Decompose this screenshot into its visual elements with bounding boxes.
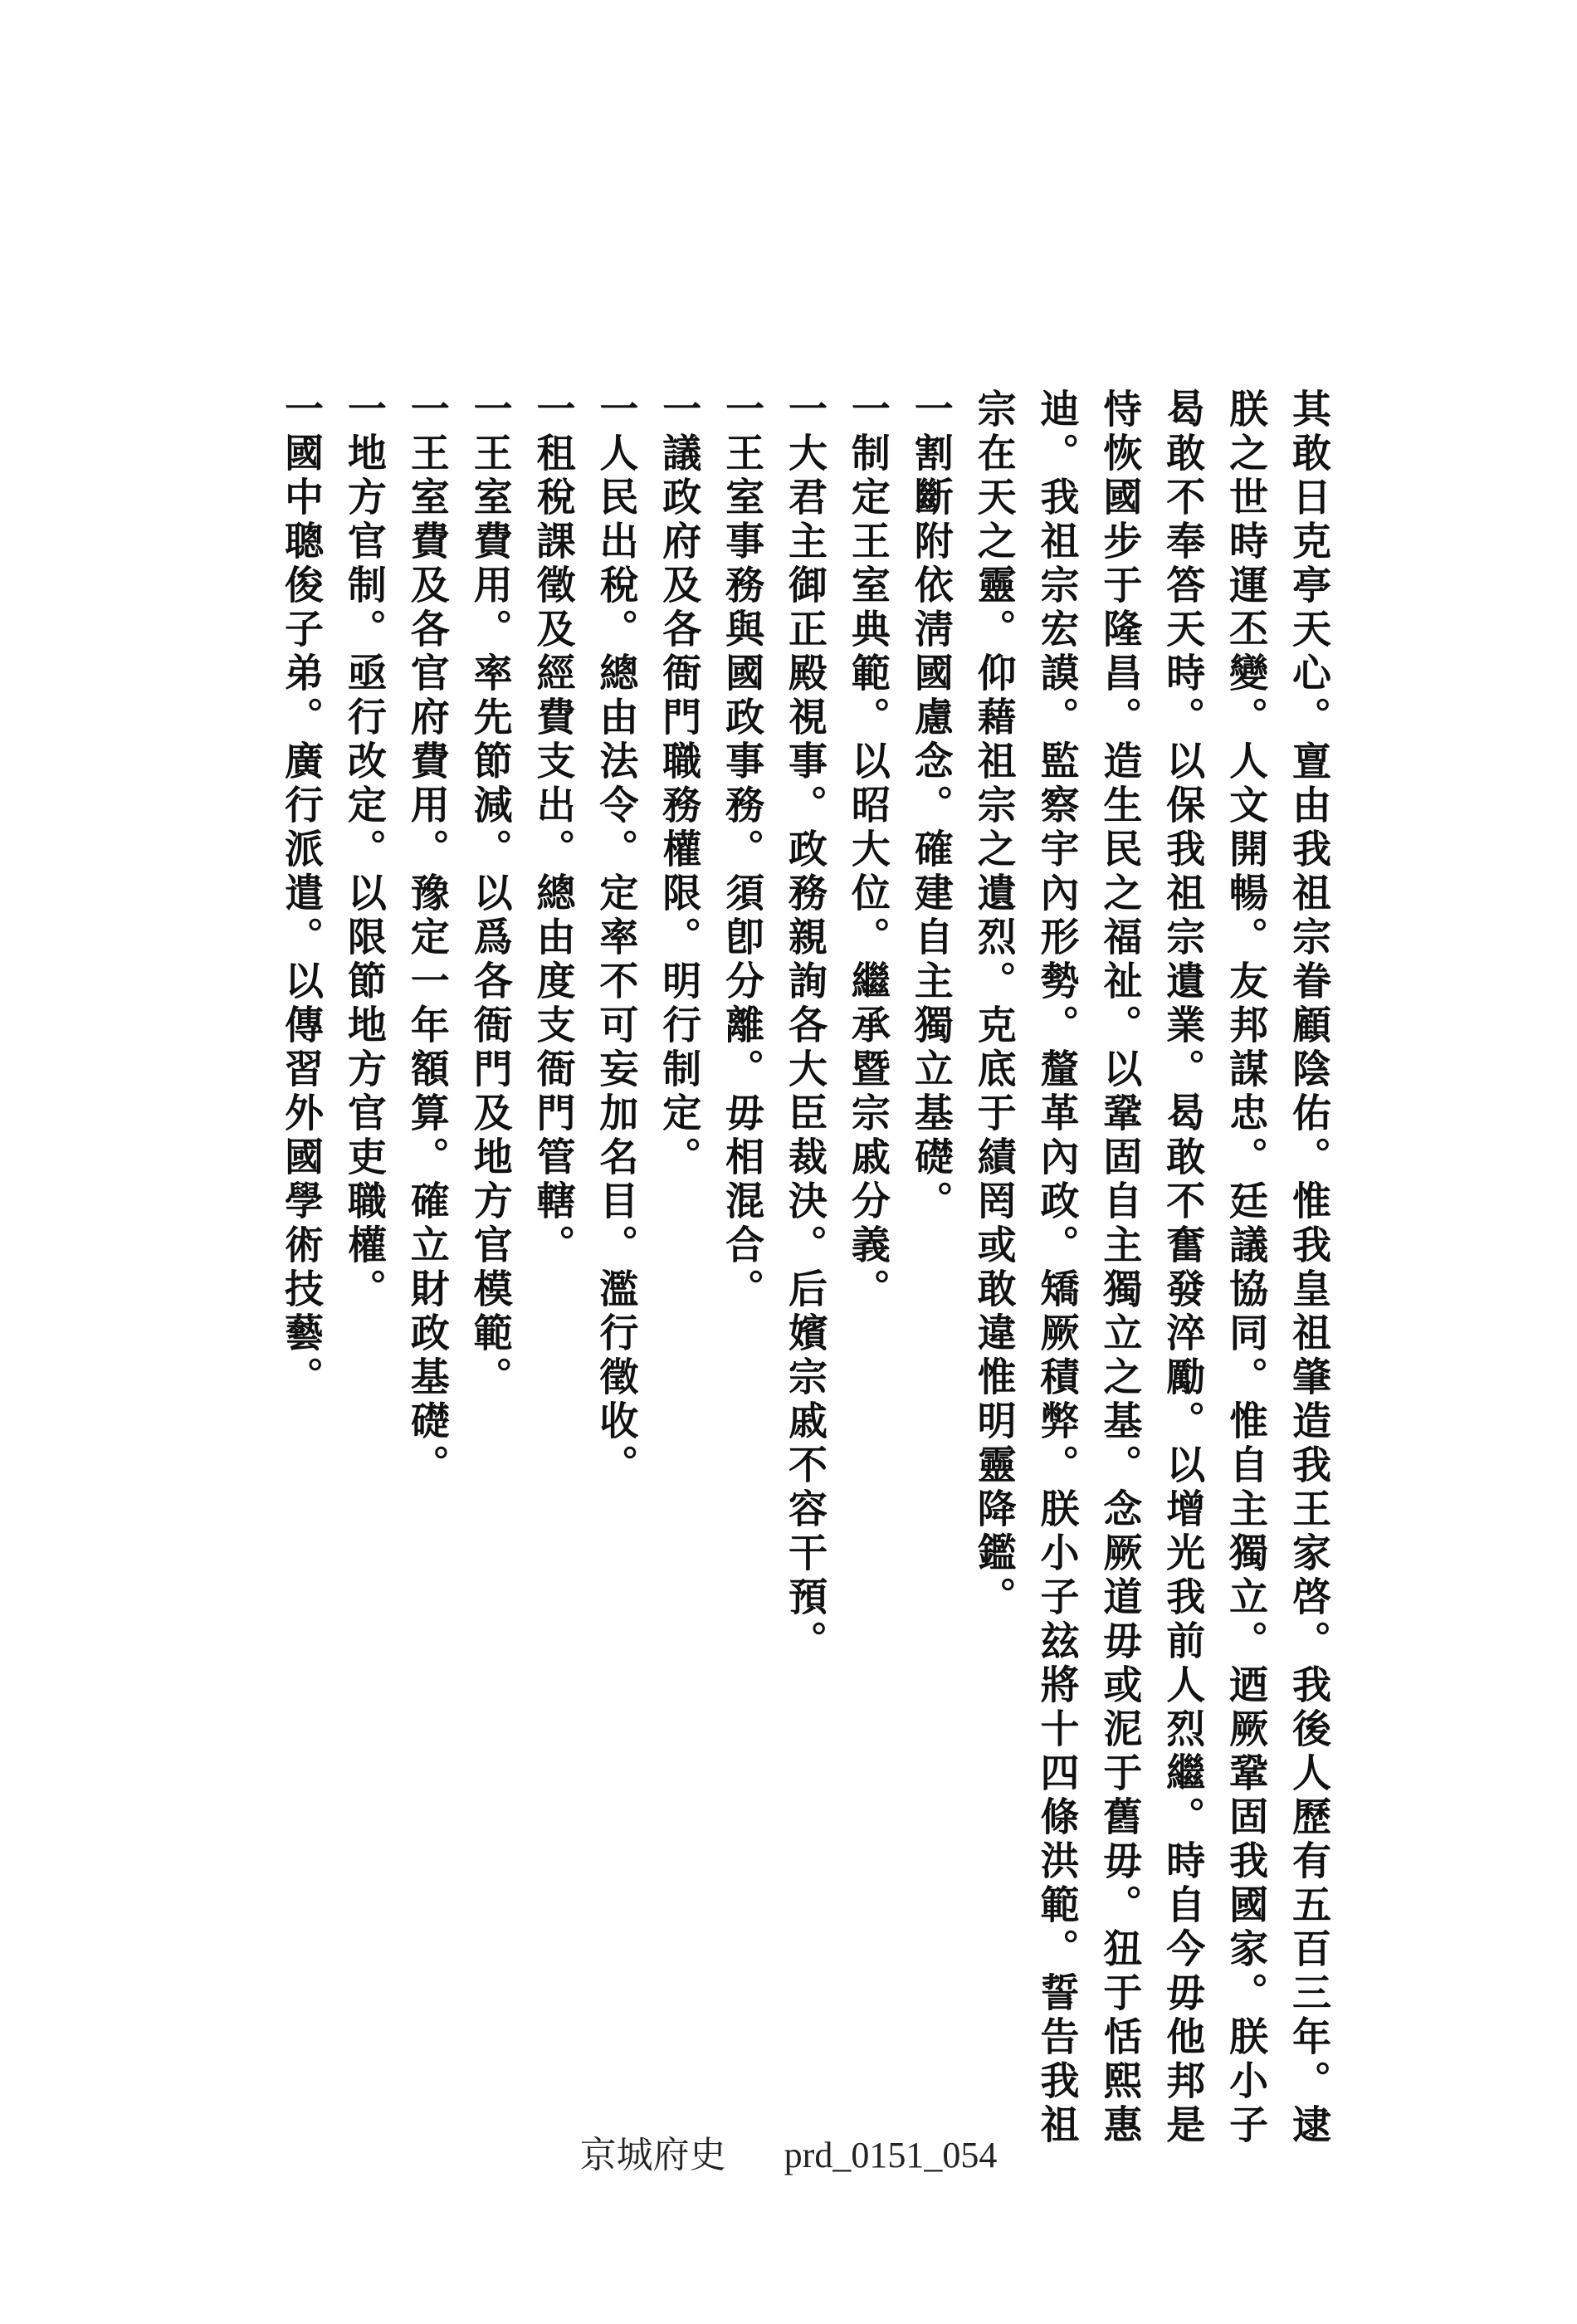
article-2: 一制定王室典範。以昭大位。繼承暨宗戚分義。 xyxy=(844,388,891,1312)
article-5: 一議政府及各衙門職務權限。明行制定。 xyxy=(656,388,702,1180)
page-footer xyxy=(0,2125,1577,2178)
text-column-4: 恃恢國步于隆昌。造生民之福祉。以鞏固自主獨立之基。念厥道毋或泥于舊毋。狃于恬熙惠 xyxy=(1096,388,1143,2148)
text-column-6: 宗在天之靈。仰藉祖宗之遺烈。克底于績罔或敢違惟明靈降鑑。 xyxy=(970,388,1017,1620)
article-8: 一王室費用。率先節減。以爲各衙門及地方官模範。 xyxy=(466,388,513,1400)
article-6: 一人民出稅。總由法令。定率不可妄加名目。濫行徵收。 xyxy=(593,388,639,1488)
article-4: 一王室事務與國政事務。須卽分離。毋相混合。 xyxy=(719,388,765,1312)
text-column-5: 迪。我祖宗宏謨。監察宇內形勢。釐革內政。矯厥積弊。朕小子玆將十四條洪範。誓告我祖 xyxy=(1033,388,1080,2148)
article-3: 一大君主御正殿視事。政務親詢各大臣裁決。后嬪宗戚不容干預。 xyxy=(782,388,828,1664)
footer-code: prd_0151_054 xyxy=(784,2135,998,2175)
vertical-text-block xyxy=(274,388,1331,2148)
footer-title: 京城府史 xyxy=(579,2135,726,2175)
article-1: 一割斷附依淸國慮念。確建自主獨立基礎。 xyxy=(907,388,954,1224)
text-column-1: 其敢日克亭天心。亶由我祖宗眷顧陰佑。惟我皇祖肇造我王家啓。我後人歷有五百三年。逮 xyxy=(1286,388,1331,2148)
text-column-3: 曷敢不奉答天時。以保我祖宗遺業。曷敢不奮發淬勵。以增光我前人烈繼。時自今毋他邦是 xyxy=(1160,388,1206,2148)
article-10: 一地方官制。亟行改定。以限節地方官吏職權。 xyxy=(340,388,387,1312)
text-column-2: 朕之世時運丕變。人文開暢。友邦謀忠。廷議協同。惟自主獨立。迺厥鞏固我國家。朕小子 xyxy=(1223,388,1269,2148)
article-11: 一國中聰俊子弟。廣行派遣。以傳習外國學術技藝。 xyxy=(278,388,324,1400)
article-7: 一租稅課徵及經費支出。總由度支衙門管轄。 xyxy=(530,388,576,1268)
article-9: 一王室費及各官府費用。豫定一年額算。確立財政基礎。 xyxy=(403,388,450,1488)
